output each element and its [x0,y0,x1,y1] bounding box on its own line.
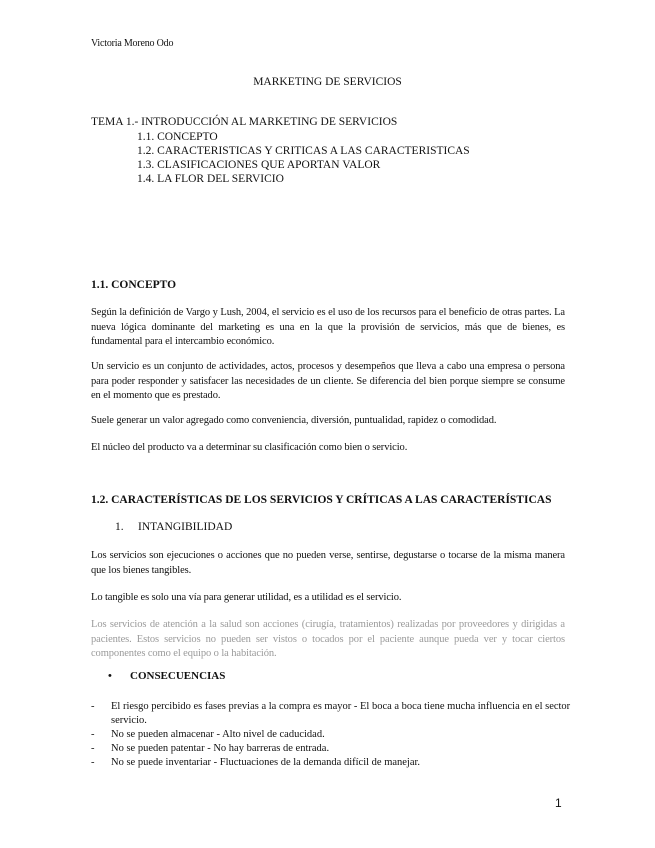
document-title: MARKETING DE SERVICIOS [253,76,402,88]
paragraph: Según la definición de Vargo y Lush, 2004, el servicio es el uso de los recursos para el beneficio de otras partes. La nueva lógica dominante del marketing es una en la que la provisión de servicios, más que de bienes, es fundamental para el intercambio económico. [91,307,565,348]
list-item [91,756,571,770]
dash-marker: - [91,729,95,740]
bullet-icon: • [108,670,112,682]
toc-item: 1.3. CLASIFICACIONES QUE APORTAN VALOR [137,159,381,171]
list-item-text: El riesgo percibido es fases previas a la compra es mayor - El boca a boca tiene mucha influencia en el sector servicio. [111,701,571,727]
paragraph: Un servicio es un conjunto de actividades, actos, procesos y desempeños que lleva a cabo una empresa o persona para poder responder y satisfacer las necesidades de un cliente. Se diferencia del bien porque siempre se consume en el momento que es prestado. [91,361,565,402]
list-item [91,728,571,742]
toc-item: 1.2. CARACTERISTICAS Y CRITICAS A LAS CARACTERISTICAS [137,145,470,157]
paragraph: Suele generar un valor agregado como conveniencia, diversión, puntualidad, rapidez o comodidad. [91,415,497,426]
toc-main-entry: TEMA 1.- INTRODUCCIÓN AL MARKETING DE SERVICIOS [91,116,398,128]
subheading-label: INTANGIBILIDAD [138,521,233,533]
paragraph: Los servicios son ejecuciones o acciones que no pueden verse, sentirse, degustarse o tocarse de la misma manera que los bienes tangibles. [91,550,565,576]
list-item-text: No se puede inventariar - Fluctuaciones de la demanda difícil de manejar. [111,757,421,768]
section-heading-caracteristicas: 1.2. CARACTERÍSTICAS DE LOS SERVICIOS Y CRÍTICAS A LAS CARACTERÍSTICAS [91,494,552,506]
list-item [91,700,571,728]
section-heading-concepto: 1.1. CONCEPTO [91,279,177,291]
list-item-text: No se pueden almacenar - Alto nivel de caducidad. [111,729,325,740]
numbered-subheading [115,521,232,533]
bullet-heading [108,670,225,682]
page-number: 1 [555,796,562,810]
dash-marker: - [91,757,95,768]
author-header: Victoria Moreno Odo [91,38,174,49]
dash-marker: - [91,701,95,712]
list-item [91,742,571,756]
list-item-text: No se pueden patentar - No hay barreras de entrada. [111,743,330,754]
toc-item: 1.1. CONCEPTO [137,131,218,143]
subheading-number: 1. [115,521,124,533]
toc-item: 1.4. LA FLOR DEL SERVICIO [137,173,284,185]
grey-paragraph: Los servicios de atención a la salud son acciones (cirugía, tratamientos) realizadas por proveedores y dirigidas a pacientes. Estos servicios no pueden ser vistos o tocados por el paciente aunque pueda ver y tocar ciertos componentes como el equipo o la habitación. [91,619,565,660]
dash-marker: - [91,743,95,754]
paragraph: El núcleo del producto va a determinar su clasificación como bien o servicio. [91,442,408,453]
bullet-heading-label: CONSECUENCIAS [130,670,226,682]
paragraph: Lo tangible es solo una vía para generar utilidad, es a utilidad es el servicio. [91,592,402,603]
